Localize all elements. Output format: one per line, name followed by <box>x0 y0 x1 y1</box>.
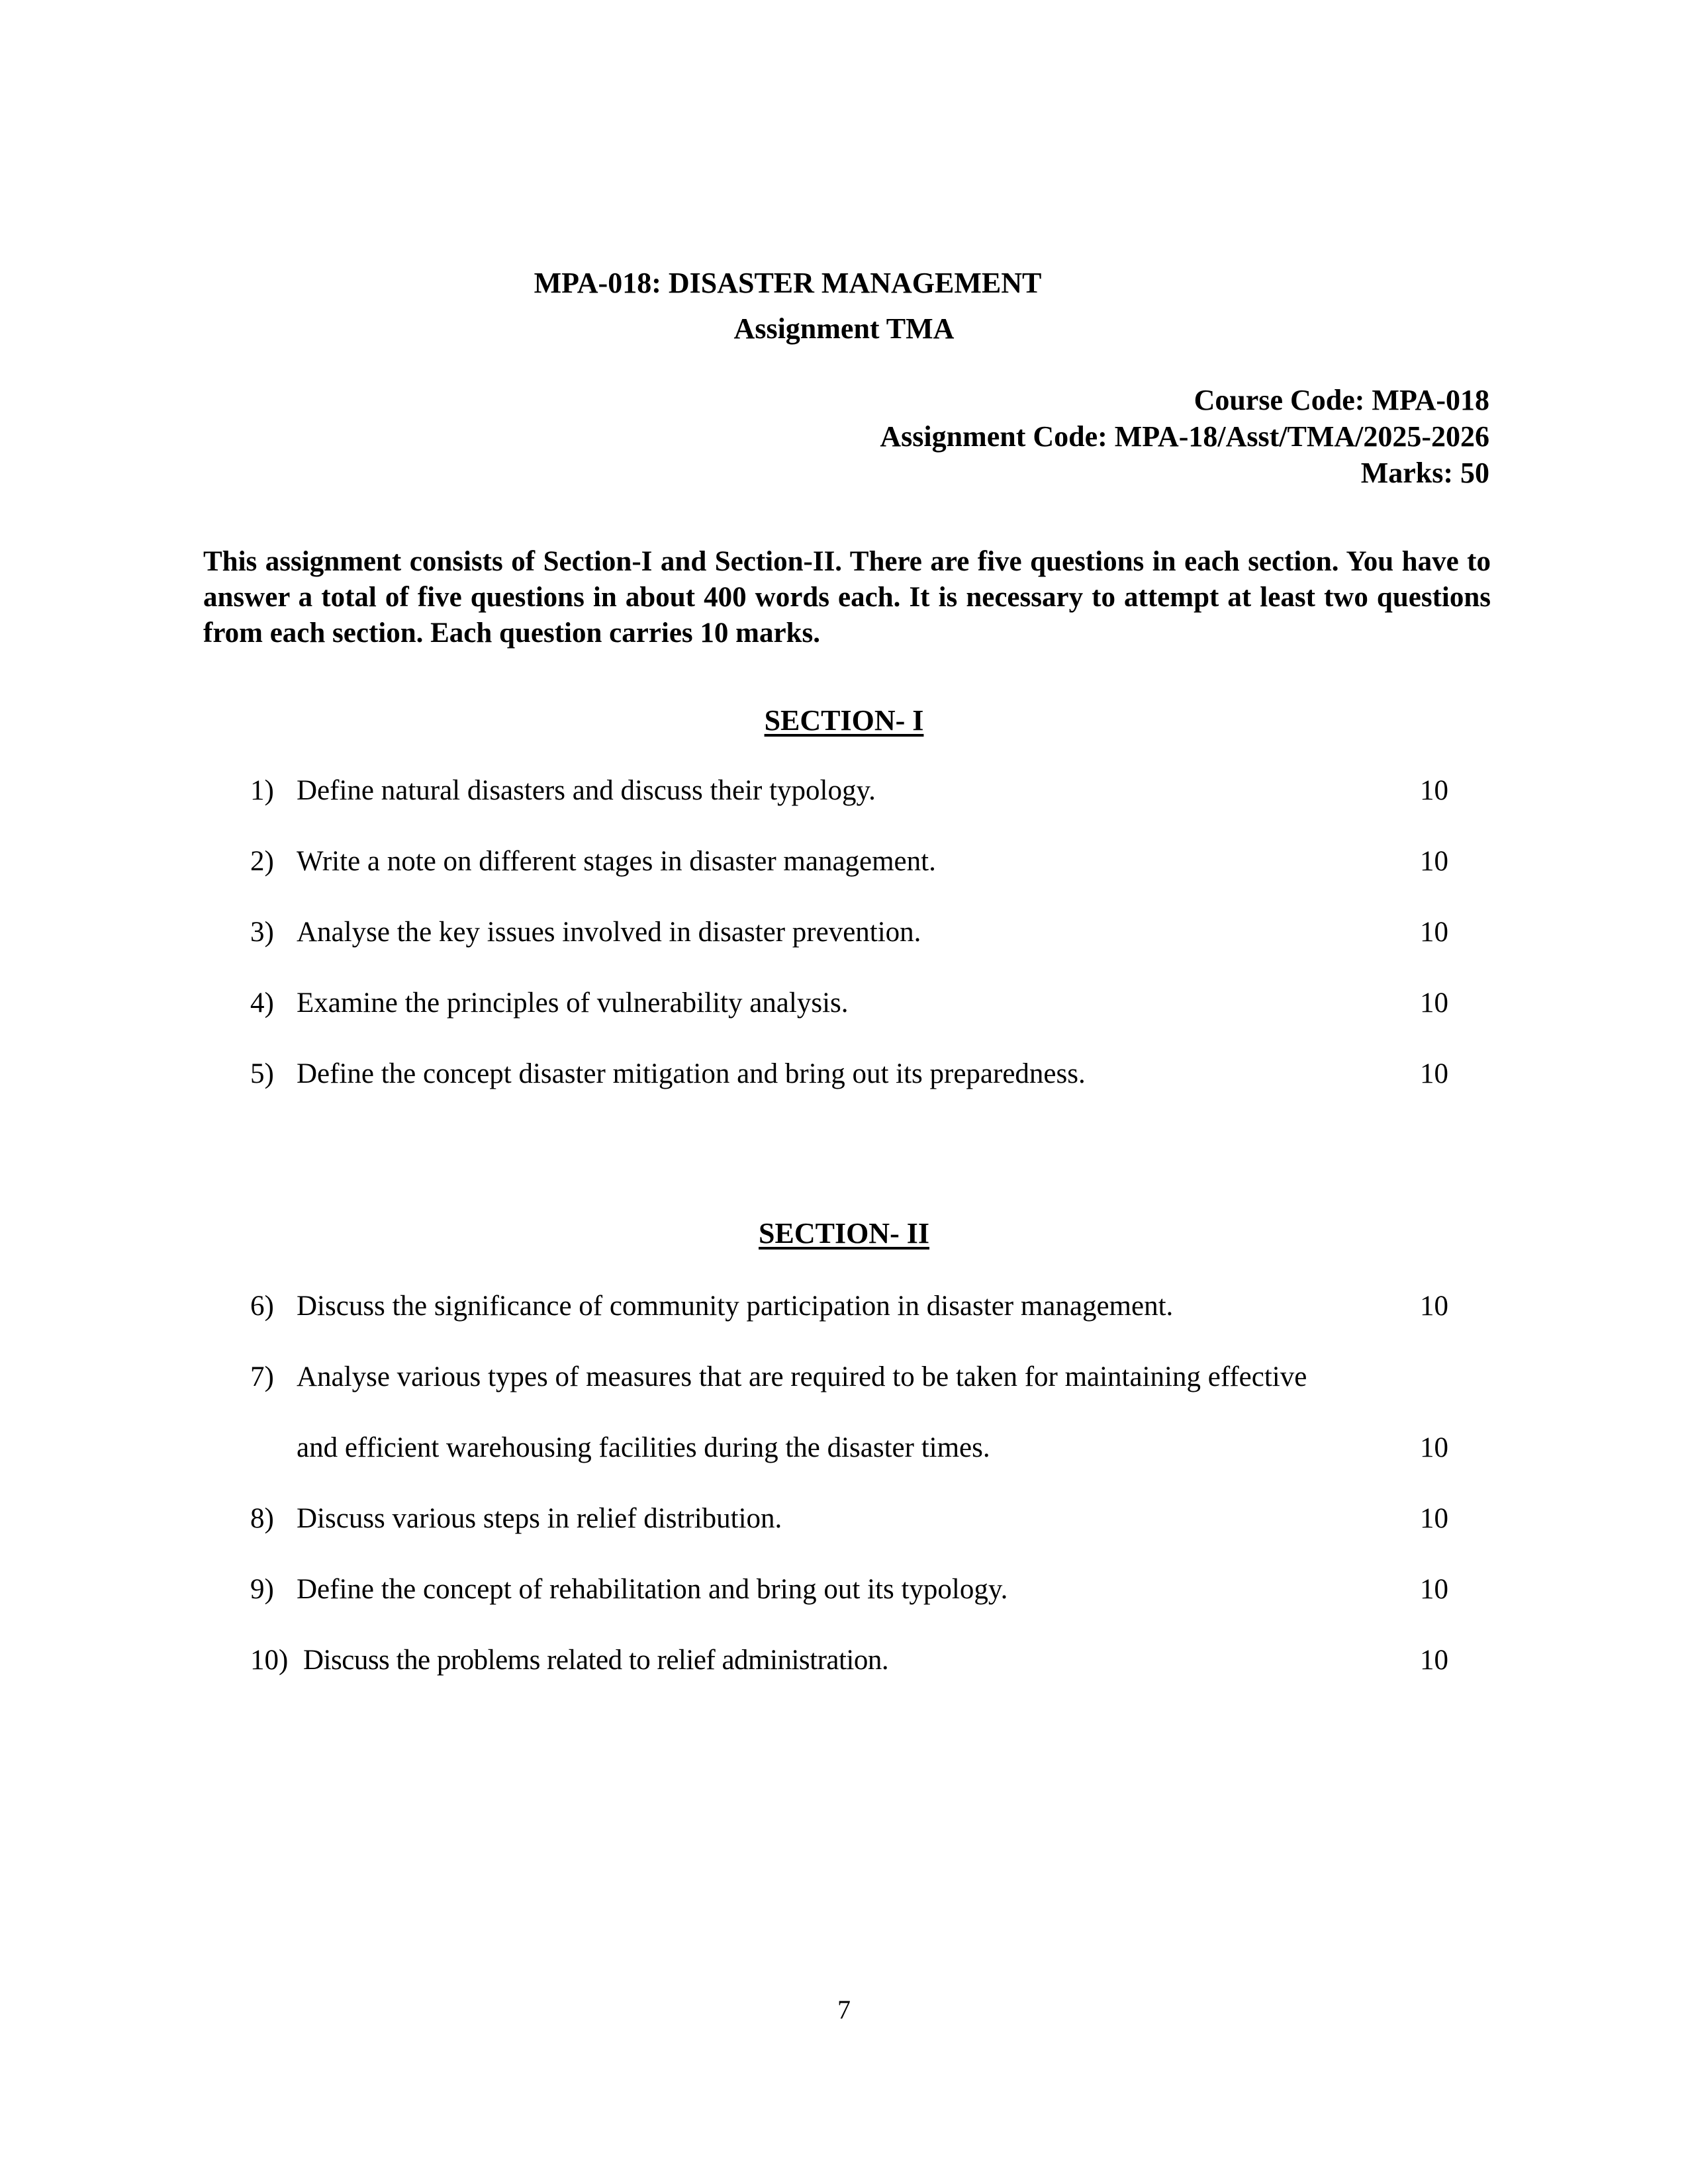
question-text: Write a note on different stages in disaster management. <box>297 846 936 877</box>
assignment-code: Assignment Code: MPA-18/Asst/TMA/2025-2026 <box>880 420 1489 453</box>
question-text: Analyse various types of measures that are required to be taken for maintaining effective <box>297 1361 1307 1392</box>
question-number: 3) <box>250 917 274 948</box>
question-marks: 10 <box>1420 846 1448 877</box>
question-text: Discuss various steps in relief distribution. <box>297 1503 782 1534</box>
question-text: Analyse the key issues involved in disaster prevention. <box>297 917 921 948</box>
question-marks: 10 <box>1420 917 1448 948</box>
question-marks: 10 <box>1420 1574 1448 1605</box>
section-2-heading: SECTION- II <box>759 1217 929 1250</box>
section-1-heading: SECTION- I <box>764 704 924 737</box>
question-marks: 10 <box>1420 1503 1448 1534</box>
marks-total: Marks: 50 <box>1360 457 1489 489</box>
page-number: 7 <box>837 1995 851 2025</box>
question-text: Discuss the problems related to relief administration. <box>303 1645 889 1676</box>
question-marks: 10 <box>1420 987 1448 1019</box>
course-title: MPA-018: DISASTER MANAGEMENT <box>534 267 1042 299</box>
question-number: 10) <box>250 1645 289 1676</box>
question-number: 2) <box>250 846 274 877</box>
question-marks: 10 <box>1420 1645 1448 1676</box>
question-number: 8) <box>250 1503 274 1534</box>
question-number: 4) <box>250 987 274 1019</box>
instructions-paragraph: This assignment consists of Section-I and Section-II. There are five questions in each section. You have to answer a total of five questions in about 400 words each. It is necessary to attempt at least two questions from each section. Each question carries 10 marks. <box>203 546 1491 649</box>
question-marks: 10 <box>1420 1432 1448 1463</box>
question-number: 1) <box>250 775 274 806</box>
question-number: 7) <box>250 1361 274 1392</box>
question-text: Define the concept disaster mitigation and bring out its preparedness. <box>297 1058 1086 1089</box>
question-marks: 10 <box>1420 775 1448 806</box>
question-marks: 10 <box>1420 1291 1448 1322</box>
question-marks: 10 <box>1420 1058 1448 1089</box>
question-text: Define the concept of rehabilitation and bring out its typology. <box>297 1574 1008 1605</box>
question-text: Examine the principles of vulnerability analysis. <box>297 987 849 1019</box>
question-text-continuation: and efficient warehousing facilities during the disaster times. <box>297 1432 990 1463</box>
question-number: 6) <box>250 1291 274 1322</box>
question-number: 5) <box>250 1058 274 1089</box>
assignment-label: Assignment TMA <box>733 312 955 345</box>
course-code: Course Code: MPA-018 <box>1194 384 1489 416</box>
question-number: 9) <box>250 1574 274 1605</box>
question-text: Define natural disasters and discuss their typology. <box>297 775 876 806</box>
question-text: Discuss the significance of community participation in disaster management. <box>297 1291 1174 1322</box>
